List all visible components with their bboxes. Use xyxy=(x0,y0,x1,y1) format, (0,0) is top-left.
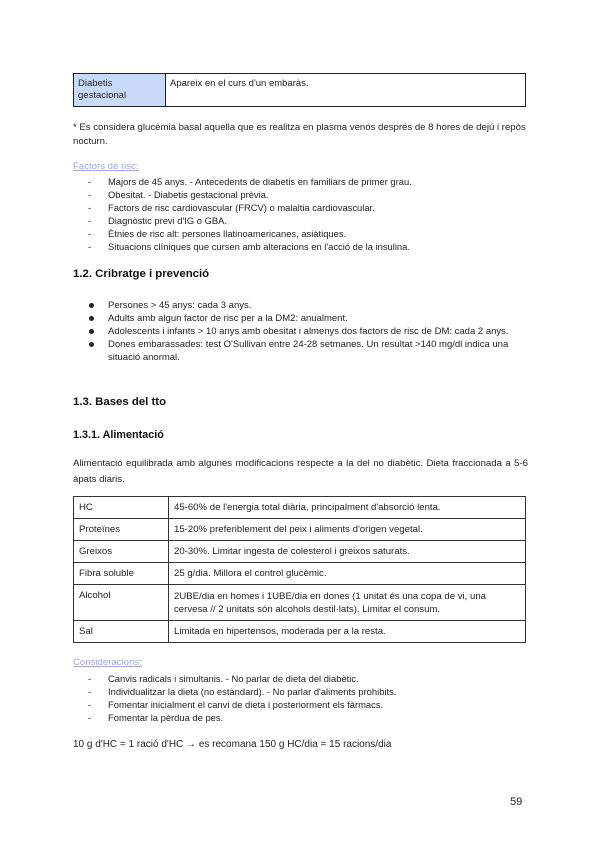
bullet-icon xyxy=(89,342,94,347)
list-item: - Fomentar inicialment el canvi de dieta i posteriorment els fàrmacs. xyxy=(88,698,396,711)
table-cell-value: Limitada en hipertensos, moderada per a la resta. xyxy=(169,621,526,643)
diabetes-type-table xyxy=(73,73,526,107)
list-item: - Fomentar la pèrdua de pes. xyxy=(88,711,396,724)
section-heading-1-2: 1.2. Cribratge i prevenció xyxy=(73,268,210,280)
list-item: - Majors de 45 anys. - Antecedents de diabetis en familiars de primer grau. xyxy=(88,175,412,188)
list-item-text: Persones > 45 anys: cada 3 anys. xyxy=(108,300,252,311)
bullet-icon xyxy=(89,316,94,321)
risk-factors-list xyxy=(88,175,412,253)
list-item: - Obesitat. - Diabetis gestacional prèvia. xyxy=(88,188,412,201)
list-item: - Diagnòstic previ d'IG o GBA. xyxy=(88,214,412,227)
diet-intro-paragraph: Alimentació equilibrada amb algunes modificacions respecte a la del no diabètic. Dieta fraccionada a 5-6 àpats diaris. xyxy=(73,458,528,485)
list-item xyxy=(88,312,528,325)
list-item: - Situacions clíniques que cursen amb alteracions en l'acció de la insulina. xyxy=(88,240,412,253)
table-cell-text: Apareix en el curs d'un embaràs. xyxy=(166,74,526,107)
list-item xyxy=(88,325,528,338)
table-cell-value: 20-30%. Limitar ingesta de colesterol i greixos saturats. xyxy=(169,541,526,563)
table-row xyxy=(74,621,526,643)
list-item: - Canvis radicals i simultanis. - No parlar de dieta del diabètic. xyxy=(88,672,396,685)
carbohydrate-ratio-line: 10 g d'HC = 1 ració d'HC → es recomana 150 g HC/dia = 15 racions/dia xyxy=(73,739,392,750)
list-item-text: Adolescents i infants > 10 anys amb obesitat i almenys dos factors de risc de DM: cada 2 anys. xyxy=(108,326,509,337)
table-row xyxy=(74,519,526,541)
list-item: - Individualitzar la dieta (no estàndard). - No parlar d'aliments prohibits. xyxy=(88,685,396,698)
table-cell-key: Fibra soluble xyxy=(74,563,169,585)
table-cell-value: 2UBE/dia en homes i 1UBE/dia en dones (1 unitat és una copa de vi, una cervesa // 2 unitats són alcohols destil·lats). Limitar el consum. xyxy=(169,585,526,621)
screening-list xyxy=(88,299,528,364)
section-heading-1-3: 1.3. Bases del tto xyxy=(73,396,167,408)
risk-factors-heading: Factors de risc: xyxy=(73,161,139,172)
table-cell-key: Greixos xyxy=(74,541,169,563)
table-cell-label: Diabetis gestacional xyxy=(74,74,166,107)
table-row xyxy=(74,74,526,107)
footnote: * Es considera glucèmia basal aquella que es realitza en plasma venós després de 8 hores de dejú i repòs nocturn. xyxy=(73,122,526,147)
bullet-icon xyxy=(89,303,94,308)
list-item-text: Adults amb algun factor de risc per a la DM2: anualment. xyxy=(108,313,348,324)
list-item-text: Dones embarassades: test O'Sullivan entre 24-28 setmanes. Un resultat >140 mg/dl indica una situació anormal. xyxy=(108,339,509,363)
considerations-list xyxy=(88,672,396,724)
table-cell-value: 15-20% preferiblement del peix i aliments d'origen vegetal. xyxy=(169,519,526,541)
list-item xyxy=(88,299,528,312)
table-cell-key: Alcohol xyxy=(74,585,169,621)
table-cell-key: Proteïnes xyxy=(74,519,169,541)
table-row xyxy=(74,563,526,585)
table-cell-value: 25 g/dia. Millora el control glucèmic. xyxy=(169,563,526,585)
list-item: - Factors de risc cardiovascular (FRCV) o malaltia cardiovascular. xyxy=(88,201,412,214)
considerations-heading: Consideracions: xyxy=(73,657,142,668)
diet-table xyxy=(73,496,526,643)
page-number: 59 xyxy=(510,796,523,808)
table-cell-value: 45-60% de l'energia total diària, principalment d'absorció lenta. xyxy=(169,497,526,519)
table-cell-key: Sal xyxy=(74,621,169,643)
table-row xyxy=(74,541,526,563)
section-heading-1-3-1: 1.3.1. Alimentació xyxy=(73,429,164,441)
list-item: - Ètnies de risc alt: persones llatinoamericanes, asiàtiques. xyxy=(88,227,412,240)
bullet-icon xyxy=(89,329,94,334)
list-item xyxy=(88,338,528,364)
table-row xyxy=(74,497,526,519)
table-cell-key: HC xyxy=(74,497,169,519)
table-row xyxy=(74,585,526,621)
